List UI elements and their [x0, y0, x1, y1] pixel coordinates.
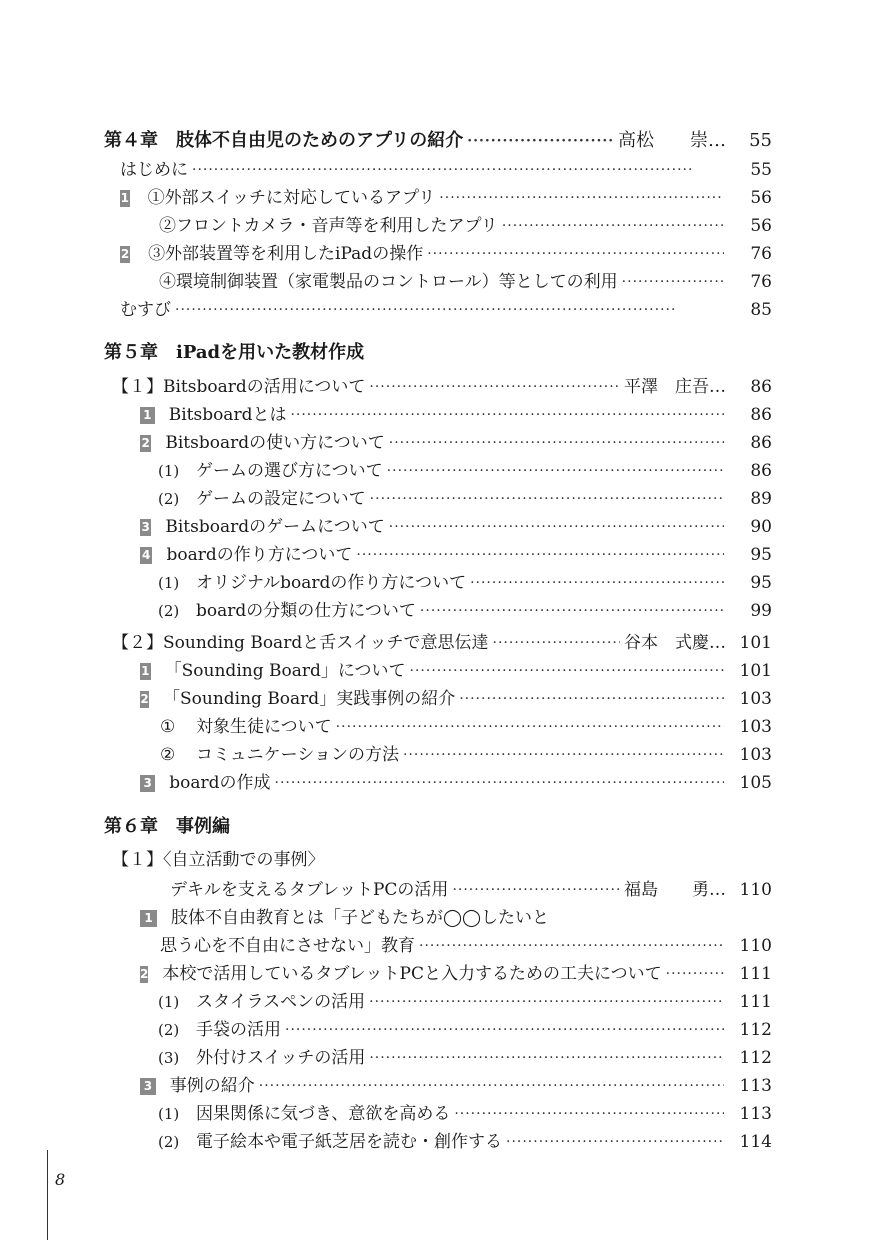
- section-number-box: 1: [140, 407, 155, 424]
- toc-entry: (2) 手袋の活用 ····· 112: [0, 1017, 874, 1043]
- section-number-box: 3: [140, 1078, 156, 1095]
- toc-entry: 2 Bitsboardの使い方について ····· 86: [0, 430, 874, 456]
- toc-entry: ②フロントカメラ・音声等を利用したアプリ ····· 56: [0, 213, 874, 239]
- toc-entry: 2 本校で活用しているタブレットPCと入力するための工夫について ····· 111: [0, 961, 874, 987]
- section-number-box: 2: [141, 435, 150, 450]
- toc-entry: 3 事例の紹介 ····· 113: [0, 1073, 874, 1099]
- section-number-box: 1: [141, 663, 150, 678]
- toc-entry: はじめに ····· 55: [0, 157, 874, 183]
- toc-entry: (2) boardの分類の仕方について ····· 99: [0, 598, 874, 624]
- section-number-box: 2: [140, 691, 149, 706]
- margin-rule: [47, 1150, 48, 1240]
- toc-entry: 1 ①外部スイッチに対応しているアプリ ····· 56: [0, 185, 874, 211]
- section-number-box: 2: [120, 246, 130, 261]
- section-subtitle: デキルを支えるタブレットPCの活用 ····· 福島 勇… 110: [0, 877, 874, 903]
- toc-entry: (1) オリジナルboardの作り方について ····· 95: [0, 570, 874, 596]
- section-heading: 【１】〈自立活動での事例〉: [112, 850, 325, 870]
- section-number-box: 3: [140, 775, 155, 792]
- toc-entry: 3 Bitsboardのゲームについて ····· 90: [0, 514, 874, 540]
- toc-entry: 1 「Sounding Board」について ····· 101: [0, 658, 874, 684]
- toc-entry: 思う心を不自由にさせない」教育 ····· 110: [0, 933, 874, 959]
- toc-entry: 3 boardの作成 ····· 105: [0, 770, 874, 796]
- section-number-box: 3: [141, 519, 150, 534]
- toc-entry: (3) 外付けスイッチの活用 ····· 112: [0, 1045, 874, 1071]
- page-number: 8: [55, 1170, 66, 1189]
- toc-entry: 1 肢体不自由教育とは「子どもたちが◯◯したいと: [0, 905, 874, 931]
- toc-entry: 1 Bitsboardとは ····· 86: [0, 402, 874, 428]
- toc-entry: むすび ····· 85: [0, 297, 874, 323]
- section-number-box: 1: [120, 190, 129, 205]
- chapter-6-heading: 第６章 事例編: [104, 816, 230, 837]
- toc-entry: 2 ③外部装置等を利用したiPadの操作 ····· 76: [0, 241, 874, 267]
- toc-entry: ② コミュニケーションの方法 ····· 103: [0, 742, 874, 768]
- toc-entry: (2) ゲームの設定について ····· 89: [0, 486, 874, 512]
- toc-entry: 2 「Sounding Board」実践事例の紹介 ····· 103: [0, 686, 874, 712]
- toc-entry: (1) 因果関係に気づき、意欲を高める ····· 113: [0, 1101, 874, 1127]
- section-number-box: 4: [140, 547, 152, 564]
- chapter-4-heading: 第４章 肢体不自由児のためのアプリの紹介 ····· 高松 崇… 55: [0, 128, 874, 154]
- toc-entry: ④環境制御装置（家電製品のコントロール）等としての利用 ····· 76: [0, 269, 874, 295]
- chapter-5-heading: 第５章 iPadを用いた教材作成: [104, 342, 365, 363]
- toc-entry: (1) スタイラスペンの活用 ····· 111: [0, 989, 874, 1015]
- section-number-box: 2: [140, 966, 149, 981]
- section-heading: 【２】Sounding Boardと舌スイッチで意思伝達 ····· 谷本 式慶… 101: [0, 630, 874, 656]
- section-number-box: 1: [140, 910, 157, 927]
- toc-entry: ① 対象生徒について ····· 103: [0, 714, 874, 740]
- toc-entry: (2) 電子絵本や電子紙芝居を読む・創作する ····· 114: [0, 1129, 874, 1155]
- toc-entry: 4 boardの作り方について ····· 95: [0, 542, 874, 568]
- toc-entry: (1) ゲームの選び方について ····· 86: [0, 458, 874, 484]
- section-heading: 【１】Bitsboardの活用について ····· 平澤 庄吾… 86: [0, 374, 874, 400]
